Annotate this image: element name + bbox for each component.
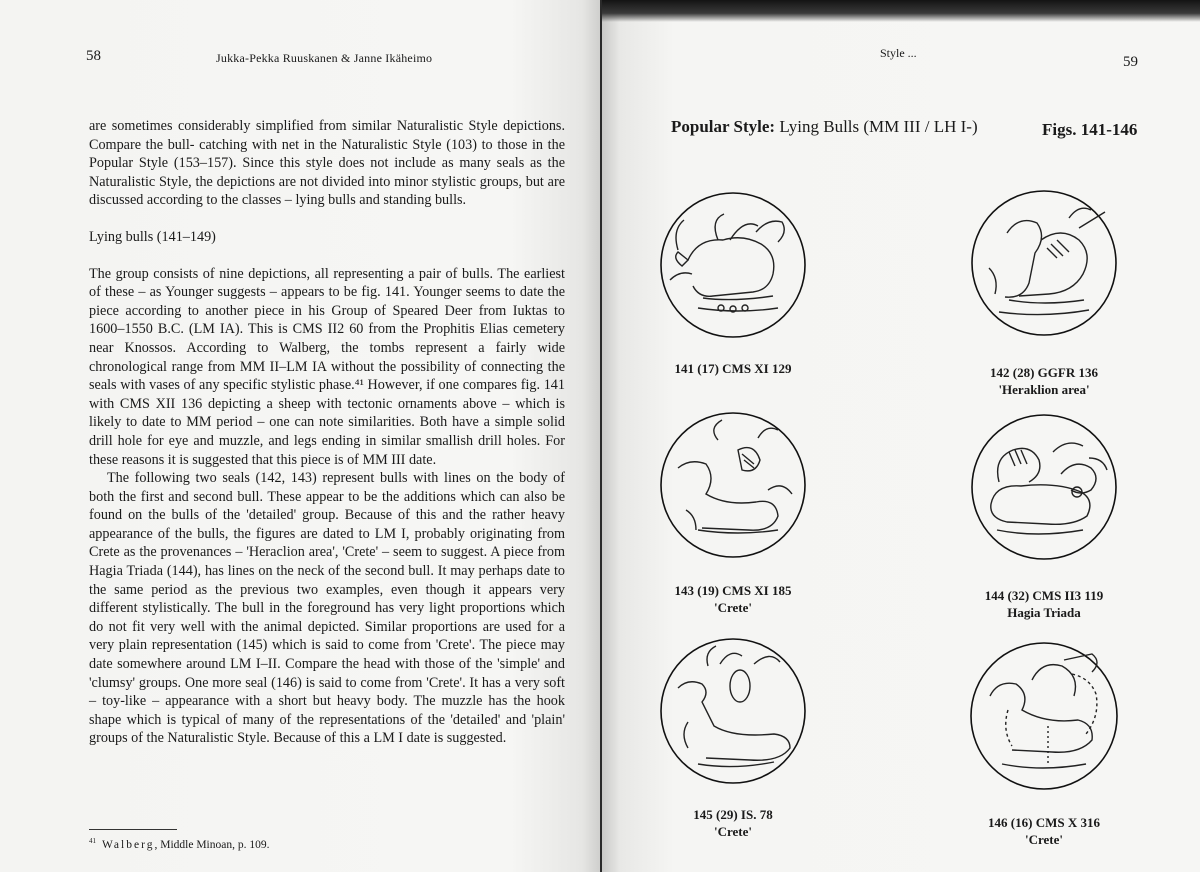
running-head: Style ...: [880, 46, 917, 60]
footnote-rule: [89, 829, 177, 830]
figs-label: Figs. 141-146: [1042, 120, 1138, 139]
figure-caption-text: 142 (28) GGFR 136: [990, 365, 1098, 380]
paragraph: The following two seals (142, 143) represent bulls with lines on the body of both the first and second bull. These appear to be the additions which can also be found on the bulls of the 'detailed' group. Because of this and the rather heavy appearance of the bulls, the figures are dated to LM I, probably originating from Crete as the provenances – 'Heraclion area', 'Crete' – seem to suggest. A piece from Hagia Triada (144), has lines on the neck of the second bull. It may perhaps date to the same period as the previous two examples, even though it appears very different stylistically. The bull in the foreground has very light proportions which do not fit very well with the animal depicted. Similar proportions are used for a very plain representation (145) which is said to come from 'Crete'. The piece may date somewhere around LM I–II. Compare the head with those of the 'simple' and 'clumsy' groups. One more seal (146) is said to come from 'Crete'. It has a very soft – toy-like – appearance with a short but heavy body. The muzzle has the hook shape which is typical of many of the representations of the 'detailed' and 'plain' groups of the Naturalistic Style. Because of this a LM I date is suggested.: [89, 470, 565, 747]
right-page: [602, 0, 1200, 872]
plate-title-bold: Popular Style:: [671, 117, 776, 136]
figure-provenance: 'Crete': [713, 824, 753, 839]
figure-provenance: Hagia Triada: [1007, 605, 1081, 620]
seal-drawing: [658, 636, 808, 786]
figure-caption-text: 143 (19) CMS XI 185: [674, 583, 792, 598]
figure-caption: [658, 582, 808, 616]
figure-caption-text: 141 (17) CMS XI 129: [674, 361, 792, 376]
footnote-author: Walberg: [102, 838, 155, 851]
section-heading: Lying bulls (141–149): [89, 228, 216, 245]
page-number: 59: [1123, 54, 1138, 70]
figure-caption: [658, 806, 808, 840]
plate-title: [671, 117, 978, 137]
seal-drawing: [658, 190, 808, 340]
seal-drawing: [969, 188, 1119, 338]
paragraph: are sometimes considerably simplified from similar Naturalistic Style depictions. Compare the bull- catching with net in the Naturalistic Style (103) to those in the Popular Style (153–157). Since this style does not include as many seals as the Naturalistic Style, the depictions are not divided into minor stylistic groups, but are discussed according to the classes – lying bulls and standing bulls.: [89, 118, 565, 209]
footnote-number: 41: [89, 837, 96, 845]
seal-drawing: [968, 640, 1120, 792]
figure-provenance: 'Heraklion area': [998, 382, 1090, 397]
figure-caption: [954, 364, 1134, 398]
figure-caption: [658, 360, 808, 377]
figure-caption-text: 146 (16) CMS X 316: [988, 815, 1100, 830]
figure-provenance: 'Crete': [713, 600, 753, 615]
footnote-text: , Middle Minoan, p. 109.: [154, 838, 270, 851]
figure-caption: [954, 587, 1134, 621]
seal-drawing: [658, 410, 808, 560]
figure-caption-text: 145 (29) IS. 78: [693, 807, 773, 822]
body-text: [89, 117, 565, 748]
plate-title-text: Lying Bulls (MM III / LH I-): [775, 117, 978, 136]
footnote: [89, 837, 269, 851]
paragraph: The group consists of nine depictions, all representing a pair of bulls. The earliest of these – as Younger suggests – appears to be fig. 141. Younger seems to date the piece according to another piece in his Group of Speared Deer from Iuktas to 1600–1550 B.C. (LM IA). This is CMS II2 60 from the Prophitis Elias cemetery near Knossos. According to Walberg, the tombs represent a fairly wide chronological range from MM II–LM IA without the possibility of connecting the seals with vases of any specific stylistic phase.⁴¹ However, if one compares fig. 141 with CMS XII 136 depicting a sheep with tectonic ornaments above – which is likely to date to MM period – one can note similarities. Both have a simple solid drill hole for eye and muzzle, and legs ending in similar smallish drill holes. For these reasons it is suggested that this piece is of MM III date.: [89, 265, 565, 468]
figure-caption: [954, 814, 1134, 848]
page-number: 58: [86, 48, 101, 64]
figure-provenance: 'Crete': [1024, 832, 1064, 847]
seal-drawing: [969, 412, 1119, 562]
running-head: Jukka-Pekka Ruuskanen & Janne Ikäheimo: [216, 51, 433, 65]
figure-caption-text: 144 (32) CMS II3 119: [984, 588, 1104, 603]
